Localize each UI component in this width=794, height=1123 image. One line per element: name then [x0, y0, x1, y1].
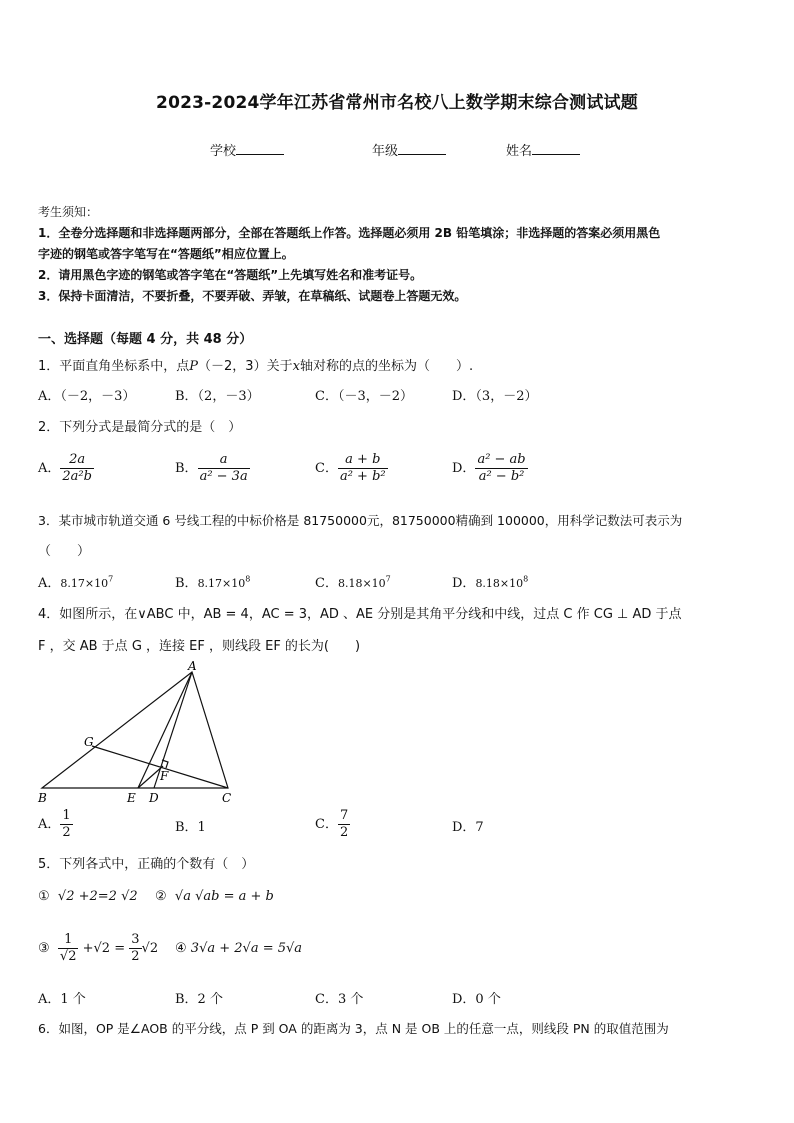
q3-option-a: A．$8.17\times 10^7$ — [38, 574, 114, 591]
label-d: D — [149, 791, 159, 805]
q5-option-b: B．2 个 — [175, 992, 223, 1007]
q2-option-b: B． $\frac{a}{\text{a² − 3a}}$ — [175, 452, 248, 484]
q1-option-c: C．（－3，－2） — [315, 389, 413, 404]
q3-option-c: C．$8.18\times 10^7$ — [315, 574, 391, 591]
q4-option-c: C． $\frac{7}{2}$ — [315, 808, 349, 840]
q5-option-a: A．1 个 — [38, 992, 86, 1007]
q5-expression-1: ① √2 +2=2 √2 — [38, 889, 138, 904]
school-field: 学校 — [210, 140, 284, 159]
exam-title: 2023-2024学年江苏省常州市名校八上数学期末综合测试试题 — [156, 93, 638, 113]
q4-option-a: A． $\frac{1}{2}$ — [38, 808, 71, 840]
q1-option-b: B．（2，－3） — [175, 389, 260, 404]
fraction: $\frac{3}{2}$ — [131, 932, 140, 964]
q3-option-b: B．$8.17\times 10^8$ — [175, 574, 251, 591]
q5-expression-2: ② √a √ab = a + b — [155, 889, 274, 904]
notice-line-3: 3．保持卡面清洁，不要折叠，不要弄破、弄皱，在草稿纸、试题卷上答题无效。 — [38, 289, 467, 303]
q1-option-a: A．（－2，－3） — [38, 389, 136, 404]
notice-line-1b: 字迹的钢笔或答字笔写在“答题纸”相应位置上。 — [38, 247, 294, 261]
q3-option-d: D．$8.18\times 10^8$ — [452, 574, 529, 591]
fraction: $\frac{2a}{\text{2a²b}}$ — [62, 452, 92, 484]
fraction: $\frac{1}{2}$ — [62, 808, 71, 840]
question-3-stem: 3．某市城市轨道交通 6 号线工程的中标价格是 81750000元，81750000精确到 100000，用科学记数法可表示为 — [38, 513, 683, 528]
q5-option-c: C．3 个 — [315, 992, 364, 1007]
fraction: $\frac{\text{a² − ab}}{\text{a² − b²}}$ — [477, 452, 526, 484]
q2-option-d: D． $\frac{\text{a² − ab}}{\text{a² − b²}}$ — [452, 452, 526, 484]
q5-expression-3: ③ $\frac{1}{√2}$ +√2 = $\frac{3}{2}$ √2 — [38, 932, 159, 964]
q5-option-d: D．0 个 — [452, 992, 501, 1007]
notice-heading: 考生须知： — [38, 205, 99, 219]
q2-option-a: A． $\frac{2a}{\text{2a²b}}$ — [38, 452, 92, 484]
label-g: G — [84, 735, 94, 749]
section-heading: 一、选择题（每题 4 分，共 48 分） — [38, 332, 253, 347]
question-1-stem: 1．平面直角坐标系中，点P（－2，3）关于x轴对称的点的坐标为（ ）. — [38, 359, 474, 374]
q1-option-d: D．（3，－2） — [452, 389, 538, 404]
question-3-blank: （ ） — [38, 544, 91, 559]
q4-option-b: B．1 — [175, 820, 206, 835]
fraction: $\frac{7}{2}$ — [339, 808, 349, 840]
label-e: E — [127, 791, 136, 805]
label-b: B — [38, 791, 47, 805]
q5-expression-4: ④ 3√a + 2√a = 5√a — [175, 941, 303, 956]
fraction: $\frac{a + b}{\text{a² + b²}}$ — [339, 452, 386, 484]
question-4-stem-a: 4．如图所示，在∨ABC 中，AB = 4，AC = 3，AD 、AE 分别是其角平分线和中线，过点 C 作 CG ⊥ AD 于点 — [38, 607, 682, 622]
fraction: $\frac{a}{\text{a² − 3a}}$ — [199, 452, 248, 484]
q2-option-c: C． $\frac{a + b}{\text{a² + b²}}$ — [315, 452, 386, 484]
name-field: 姓名 — [506, 140, 580, 159]
question-4-stem-b: F ，交 AB 于点 G ，连接 EF ，则线段 EF 的长为( ) — [38, 639, 361, 654]
notice-line-1a: 1．全卷分选择题和非选择题两部分，全部在答题纸上作答。选择题必须用 2B 铅笔填涂；非选择题的答案必须用黑色 — [38, 226, 661, 240]
triangle-figure — [30, 656, 250, 808]
question-5-stem: 5．下列各式中，正确的个数有（ ） — [38, 857, 255, 872]
fraction: $\frac{1}{√2}$ — [59, 932, 77, 964]
notice-line-2: 2．请用黑色字迹的钢笔或答字笔在“答题纸”上先填写姓名和准考证号。 — [38, 268, 423, 282]
q4-option-d: D．7 — [452, 820, 484, 835]
label-c: C — [222, 791, 232, 805]
question-6-stem: 6．如图，OP 是∠AOB 的平分线，点 P 到 OA 的距离为 3，点 N 是 OB 上的任意一点，则线段 PN 的取值范围为 — [38, 1021, 669, 1036]
grade-field: 年级 — [372, 140, 446, 159]
label-f: F — [160, 769, 169, 783]
label-a: A — [188, 659, 197, 673]
question-2-stem: 2．下列分式是最简分式的是（ ） — [38, 420, 242, 435]
